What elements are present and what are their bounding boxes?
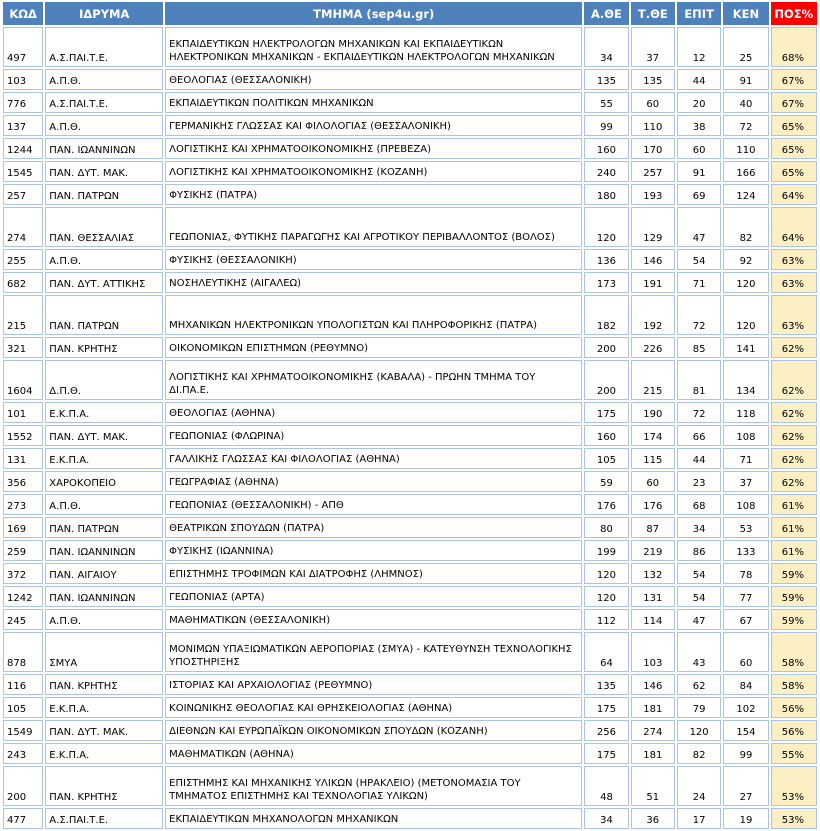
table-body bbox=[3, 27, 817, 829]
cell-a-the: 99 bbox=[584, 115, 628, 136]
cell-ken: 71 bbox=[723, 448, 768, 469]
cell-institution: ΠΑΝ. ΚΡΗΤΗΣ bbox=[45, 766, 163, 806]
cell-department: ΦΥΣΙΚΗΣ (ΙΩΑΝΝΙΝΑ) bbox=[165, 540, 582, 561]
cell-code: 255 bbox=[3, 249, 43, 270]
cell-t-the: 215 bbox=[631, 360, 675, 400]
cell-a-the: 199 bbox=[584, 540, 628, 561]
table-row bbox=[3, 720, 817, 741]
cell-ken: 27 bbox=[723, 766, 768, 806]
cell-a-the: 180 bbox=[584, 184, 628, 205]
cell-a-the: 240 bbox=[584, 161, 628, 182]
cell-epit: 23 bbox=[677, 471, 721, 492]
cell-institution: ΠΑΝ. ΑΙΓΑΙΟΥ bbox=[45, 563, 163, 584]
table-row bbox=[3, 632, 817, 672]
cell-t-the: 146 bbox=[631, 674, 675, 695]
cell-department: ΓΕΩΠΟΝΙΑΣ (ΘΕΣΣΑΛΟΝΙΚΗ) - ΑΠΘ bbox=[165, 494, 582, 515]
cell-a-the: 175 bbox=[584, 697, 628, 718]
cell-ken: 141 bbox=[723, 337, 768, 358]
cell-ken: 133 bbox=[723, 540, 768, 561]
table-row bbox=[3, 448, 817, 469]
cell-pos: 58% bbox=[771, 632, 817, 672]
results-table bbox=[1, 0, 819, 831]
cell-pos: 67% bbox=[771, 92, 817, 113]
cell-a-the: 136 bbox=[584, 249, 628, 270]
cell-department: ΜΑΘΗΜΑΤΙΚΩΝ (ΘΕΣΣΑΛΟΝΙΚΗ) bbox=[165, 609, 582, 630]
cell-pos: 61% bbox=[771, 494, 817, 515]
table-row bbox=[3, 425, 817, 446]
cell-code: 137 bbox=[3, 115, 43, 136]
table-row bbox=[3, 471, 817, 492]
cell-t-the: 192 bbox=[631, 295, 675, 335]
cell-department: ΘΕΟΛΟΓΙΑΣ (ΘΕΣΣΑΛΟΝΙΚΗ) bbox=[165, 69, 582, 90]
cell-department: ΛΟΓΙΣΤΙΚΗΣ ΚΑΙ ΧΡΗΜΑΤΟΟΙΚΟΝΟΜΙΚΗΣ (ΚΑΒΑΛΑ) - ΠΡΩΗΝ ΤΜΗΜΑ ΤΟΥ ΔΙ.ΠΑ.Ε. bbox=[165, 360, 582, 400]
cell-code: 103 bbox=[3, 69, 43, 90]
cell-t-the: 170 bbox=[631, 138, 675, 159]
cell-code: 776 bbox=[3, 92, 43, 113]
cell-code: 477 bbox=[3, 808, 43, 829]
cell-a-the: 120 bbox=[584, 207, 628, 247]
cell-t-the: 110 bbox=[631, 115, 675, 136]
cell-department: ΜΗΧΑΝΙΚΩΝ ΗΛΕΚΤΡΟΝΙΚΩΝ ΥΠΟΛΟΓΙΣΤΩΝ ΚΑΙ ΠΛΗΡΟΦΟΡΙΚΗΣ (ΠΑΤΡΑ) bbox=[165, 295, 582, 335]
cell-code: 1244 bbox=[3, 138, 43, 159]
cell-a-the: 80 bbox=[584, 517, 628, 538]
cell-epit: 20 bbox=[677, 92, 721, 113]
cell-pos: 53% bbox=[771, 766, 817, 806]
cell-code: 1545 bbox=[3, 161, 43, 182]
cell-institution: Α.Σ.ΠΑΙ.Τ.Ε. bbox=[45, 808, 163, 829]
table-row bbox=[3, 27, 817, 67]
cell-institution: Ε.Κ.Π.Α. bbox=[45, 402, 163, 423]
cell-code: 257 bbox=[3, 184, 43, 205]
cell-epit: 69 bbox=[677, 184, 721, 205]
cell-ken: 110 bbox=[723, 138, 768, 159]
cell-department: ΕΠΙΣΤΗΜΗΣ ΚΑΙ ΜΗΧΑΝΙΚΗΣ ΥΛΙΚΩΝ (ΗΡΑΚΛΕΙΟ) (ΜΕΤΟΝΟΜΑΣΙΑ ΤΟΥ ΤΜΗΜΑΤΟΣ ΕΠΙΣΤΗΜΗΣ ΚΑΙ ΤΕΧΝΟΛΟΓΙΑΣ ΥΛΙΚΩΝ) bbox=[165, 766, 582, 806]
cell-ken: 25 bbox=[723, 27, 768, 67]
cell-pos: 56% bbox=[771, 697, 817, 718]
cell-epit: 71 bbox=[677, 272, 721, 293]
cell-pos: 61% bbox=[771, 517, 817, 538]
cell-ken: 118 bbox=[723, 402, 768, 423]
cell-pos: 56% bbox=[771, 720, 817, 741]
cell-a-the: 120 bbox=[584, 563, 628, 584]
cell-t-the: 132 bbox=[631, 563, 675, 584]
cell-a-the: 135 bbox=[584, 69, 628, 90]
cell-code: 356 bbox=[3, 471, 43, 492]
cell-t-the: 103 bbox=[631, 632, 675, 672]
cell-ken: 102 bbox=[723, 697, 768, 718]
cell-t-the: 60 bbox=[631, 92, 675, 113]
cell-t-the: 193 bbox=[631, 184, 675, 205]
cell-institution: ΠΑΝ. ΘΕΣΣΑΛΙΑΣ bbox=[45, 207, 163, 247]
cell-epit: 54 bbox=[677, 563, 721, 584]
cell-pos: 64% bbox=[771, 184, 817, 205]
cell-department: ΕΚΠΑΙΔΕΥΤΙΚΩΝ ΗΛΕΚΤΡΟΛΟΓΩΝ ΜΗΧΑΝΙΚΩΝ ΚΑΙ ΕΚΠΑΙΔΕΥΤΙΚΩΝ ΗΛΕΚΤΡΟΝΙΚΩΝ ΜΗΧΑΝΙΚΩΝ - ΕΚΠΑΙΔΕΥΤΙΚΩΝ ΗΛΕΚΤΡΟΛΟΓΩΝ ΜΗΧΑΝΙΚΩΝ bbox=[165, 27, 582, 67]
cell-ken: 120 bbox=[723, 295, 768, 335]
table-row bbox=[3, 207, 817, 247]
cell-a-the: 200 bbox=[584, 360, 628, 400]
table-row bbox=[3, 586, 817, 607]
cell-institution: Ε.Κ.Π.Α. bbox=[45, 743, 163, 764]
cell-code: 101 bbox=[3, 402, 43, 423]
cell-pos: 63% bbox=[771, 249, 817, 270]
cell-institution: Α.Π.Θ. bbox=[45, 494, 163, 515]
table-row bbox=[3, 360, 817, 400]
cell-ken: 37 bbox=[723, 471, 768, 492]
cell-institution: ΠΑΝ. ΠΑΤΡΩΝ bbox=[45, 184, 163, 205]
cell-institution: Δ.Π.Θ. bbox=[45, 360, 163, 400]
cell-epit: 68 bbox=[677, 494, 721, 515]
cell-institution: ΣΜΥΑ bbox=[45, 632, 163, 672]
cell-epit: 60 bbox=[677, 138, 721, 159]
cell-a-the: 59 bbox=[584, 471, 628, 492]
cell-t-the: 191 bbox=[631, 272, 675, 293]
cell-epit: 79 bbox=[677, 697, 721, 718]
cell-epit: 72 bbox=[677, 295, 721, 335]
cell-t-the: 146 bbox=[631, 249, 675, 270]
cell-ken: 99 bbox=[723, 743, 768, 764]
cell-a-the: 175 bbox=[584, 402, 628, 423]
header-ken[interactable]: ΚΕΝ bbox=[723, 2, 768, 25]
cell-a-the: 34 bbox=[584, 27, 628, 67]
cell-epit: 81 bbox=[677, 360, 721, 400]
cell-code: 105 bbox=[3, 697, 43, 718]
cell-institution: Α.Π.Θ. bbox=[45, 249, 163, 270]
cell-code: 878 bbox=[3, 632, 43, 672]
cell-ken: 134 bbox=[723, 360, 768, 400]
cell-epit: 34 bbox=[677, 517, 721, 538]
cell-t-the: 226 bbox=[631, 337, 675, 358]
cell-pos: 61% bbox=[771, 540, 817, 561]
cell-department: ΓΕΩΠΟΝΙΑΣ, ΦΥΤΙΚΗΣ ΠΑΡΑΓΩΓΗΣ ΚΑΙ ΑΓΡΟΤΙΚΟΥ ΠΕΡΙΒΑΛΛΟΝΤΟΣ (ΒΟΛΟΣ) bbox=[165, 207, 582, 247]
cell-code: 682 bbox=[3, 272, 43, 293]
cell-epit: 54 bbox=[677, 249, 721, 270]
cell-institution: ΠΑΝ. ΔΥΤ. ΜΑΚ. bbox=[45, 720, 163, 741]
cell-pos: 63% bbox=[771, 272, 817, 293]
cell-department: ΔΙΕΘΝΩΝ ΚΑΙ ΕΥΡΩΠΑΪΚΩΝ ΟΙΚΟΝΟΜΙΚΩΝ ΣΠΟΥΔΩΝ (ΚΟΖΑΝΗ) bbox=[165, 720, 582, 741]
cell-epit: 47 bbox=[677, 207, 721, 247]
cell-pos: 53% bbox=[771, 808, 817, 829]
table-row bbox=[3, 272, 817, 293]
cell-t-the: 115 bbox=[631, 448, 675, 469]
cell-t-the: 135 bbox=[631, 69, 675, 90]
cell-ken: 92 bbox=[723, 249, 768, 270]
cell-ken: 91 bbox=[723, 69, 768, 90]
cell-pos: 62% bbox=[771, 448, 817, 469]
cell-department: ΘΕΑΤΡΙΚΩΝ ΣΠΟΥΔΩΝ (ΠΑΤΡΑ) bbox=[165, 517, 582, 538]
cell-t-the: 181 bbox=[631, 743, 675, 764]
table-row bbox=[3, 674, 817, 695]
cell-t-the: 37 bbox=[631, 27, 675, 67]
cell-ken: 60 bbox=[723, 632, 768, 672]
cell-a-the: 160 bbox=[584, 425, 628, 446]
cell-a-the: 200 bbox=[584, 337, 628, 358]
cell-institution: Α.Π.Θ. bbox=[45, 609, 163, 630]
cell-epit: 24 bbox=[677, 766, 721, 806]
cell-institution: Α.Σ.ΠΑΙ.Τ.Ε. bbox=[45, 92, 163, 113]
cell-t-the: 174 bbox=[631, 425, 675, 446]
cell-institution: ΠΑΝ. ΚΡΗΤΗΣ bbox=[45, 337, 163, 358]
table-row bbox=[3, 609, 817, 630]
cell-ken: 120 bbox=[723, 272, 768, 293]
cell-t-the: 219 bbox=[631, 540, 675, 561]
cell-t-the: 176 bbox=[631, 494, 675, 515]
table-row bbox=[3, 115, 817, 136]
cell-pos: 59% bbox=[771, 609, 817, 630]
cell-t-the: 87 bbox=[631, 517, 675, 538]
cell-institution: ΠΑΝ. ΙΩΑΝΝΙΝΩΝ bbox=[45, 586, 163, 607]
cell-department: ΓΑΛΛΙΚΗΣ ΓΛΩΣΣΑΣ ΚΑΙ ΦΙΛΟΛΟΓΙΑΣ (ΑΘΗΝΑ) bbox=[165, 448, 582, 469]
cell-ken: 77 bbox=[723, 586, 768, 607]
cell-t-the: 51 bbox=[631, 766, 675, 806]
cell-ken: 19 bbox=[723, 808, 768, 829]
cell-code: 1242 bbox=[3, 586, 43, 607]
cell-epit: 44 bbox=[677, 69, 721, 90]
cell-code: 215 bbox=[3, 295, 43, 335]
cell-department: ΝΟΣΗΛΕΥΤΙΚΗΣ (ΑΙΓΑΛΕΩ) bbox=[165, 272, 582, 293]
header-epit[interactable]: ΕΠΙΤ bbox=[677, 2, 721, 25]
cell-department: ΓΕΩΠΟΝΙΑΣ (ΑΡΤΑ) bbox=[165, 586, 582, 607]
cell-epit: 72 bbox=[677, 402, 721, 423]
cell-ken: 72 bbox=[723, 115, 768, 136]
cell-epit: 86 bbox=[677, 540, 721, 561]
cell-pos: 59% bbox=[771, 563, 817, 584]
cell-a-the: 105 bbox=[584, 448, 628, 469]
cell-code: 259 bbox=[3, 540, 43, 561]
cell-a-the: 175 bbox=[584, 743, 628, 764]
cell-pos: 62% bbox=[771, 402, 817, 423]
cell-ken: 82 bbox=[723, 207, 768, 247]
table-row bbox=[3, 563, 817, 584]
cell-ken: 40 bbox=[723, 92, 768, 113]
cell-code: 1549 bbox=[3, 720, 43, 741]
table-row bbox=[3, 69, 817, 90]
cell-epit: 91 bbox=[677, 161, 721, 182]
cell-institution: ΠΑΝ. ΠΑΤΡΩΝ bbox=[45, 295, 163, 335]
header-code[interactable]: ΚΩΔ bbox=[3, 2, 43, 25]
header-t-the[interactable]: Τ.ΘΕ bbox=[631, 2, 675, 25]
cell-a-the: 182 bbox=[584, 295, 628, 335]
cell-t-the: 114 bbox=[631, 609, 675, 630]
cell-department: ΚΟΙΝΩΝΙΚΗΣ ΘΕΟΛΟΓΙΑΣ ΚΑΙ ΘΡΗΣΚΕΙΟΛΟΓΙΑΣ (ΑΘΗΝΑ) bbox=[165, 697, 582, 718]
header-pos[interactable]: ΠΟΣ% bbox=[771, 2, 817, 25]
cell-epit: 12 bbox=[677, 27, 721, 67]
cell-institution: ΠΑΝ. ΙΩΑΝΝΙΝΩΝ bbox=[45, 138, 163, 159]
cell-code: 243 bbox=[3, 743, 43, 764]
table-row bbox=[3, 161, 817, 182]
cell-code: 321 bbox=[3, 337, 43, 358]
cell-pos: 62% bbox=[771, 425, 817, 446]
cell-epit: 120 bbox=[677, 720, 721, 741]
cell-code: 131 bbox=[3, 448, 43, 469]
cell-pos: 67% bbox=[771, 69, 817, 90]
table-row bbox=[3, 402, 817, 423]
cell-epit: 43 bbox=[677, 632, 721, 672]
cell-a-the: 34 bbox=[584, 808, 628, 829]
table-row bbox=[3, 184, 817, 205]
cell-department: ΜΑΘΗΜΑΤΙΚΩΝ (ΑΘΗΝΑ) bbox=[165, 743, 582, 764]
cell-department: ΟΙΚΟΝΟΜΙΚΩΝ ΕΠΙΣΤΗΜΩΝ (ΡΕΘΥΜΝΟ) bbox=[165, 337, 582, 358]
cell-department: ΛΟΓΙΣΤΙΚΗΣ ΚΑΙ ΧΡΗΜΑΤΟΟΙΚΟΝΟΜΙΚΗΣ (ΠΡΕΒΕΖΑ) bbox=[165, 138, 582, 159]
table-row bbox=[3, 540, 817, 561]
table-row bbox=[3, 808, 817, 829]
cell-institution: Α.Σ.ΠΑΙ.Τ.Ε. bbox=[45, 27, 163, 67]
table-row bbox=[3, 517, 817, 538]
cell-epit: 38 bbox=[677, 115, 721, 136]
cell-epit: 54 bbox=[677, 586, 721, 607]
cell-a-the: 160 bbox=[584, 138, 628, 159]
cell-t-the: 36 bbox=[631, 808, 675, 829]
cell-code: 273 bbox=[3, 494, 43, 515]
cell-institution: ΠΑΝ. ΔΥΤ. ΜΑΚ. bbox=[45, 161, 163, 182]
cell-t-the: 131 bbox=[631, 586, 675, 607]
cell-institution: ΠΑΝ. ΙΩΑΝΝΙΝΩΝ bbox=[45, 540, 163, 561]
cell-institution: Ε.Κ.Π.Α. bbox=[45, 697, 163, 718]
cell-pos: 62% bbox=[771, 360, 817, 400]
cell-epit: 82 bbox=[677, 743, 721, 764]
cell-t-the: 129 bbox=[631, 207, 675, 247]
cell-institution: Α.Π.Θ. bbox=[45, 115, 163, 136]
cell-department: ΘΕΟΛΟΓΙΑΣ (ΑΘΗΝΑ) bbox=[165, 402, 582, 423]
cell-ken: 166 bbox=[723, 161, 768, 182]
cell-department: ΦΥΣΙΚΗΣ (ΠΑΤΡΑ) bbox=[165, 184, 582, 205]
cell-institution: ΧΑΡΟΚΟΠΕΙΟ bbox=[45, 471, 163, 492]
cell-department: ΕΚΠΑΙΔΕΥΤΙΚΩΝ ΠΟΛΙΤΙΚΩΝ ΜΗΧΑΝΙΚΩΝ bbox=[165, 92, 582, 113]
cell-pos: 59% bbox=[771, 586, 817, 607]
cell-ken: 53 bbox=[723, 517, 768, 538]
cell-department: ΓΕΡΜΑΝΙΚΗΣ ΓΛΩΣΣΑΣ ΚΑΙ ΦΙΛΟΛΟΓΙΑΣ (ΘΕΣΣΑΛΟΝΙΚΗ) bbox=[165, 115, 582, 136]
cell-department: ΛΟΓΙΣΤΙΚΗΣ ΚΑΙ ΧΡΗΜΑΤΟΟΙΚΟΝΟΜΙΚΗΣ (ΚΟΖΑΝΗ) bbox=[165, 161, 582, 182]
cell-pos: 68% bbox=[771, 27, 817, 67]
cell-ken: 67 bbox=[723, 609, 768, 630]
cell-epit: 62 bbox=[677, 674, 721, 695]
cell-institution: Α.Π.Θ. bbox=[45, 69, 163, 90]
cell-epit: 85 bbox=[677, 337, 721, 358]
cell-ken: 84 bbox=[723, 674, 768, 695]
cell-ken: 108 bbox=[723, 425, 768, 446]
cell-department: ΓΕΩΠΟΝΙΑΣ (ΦΛΩΡΙΝΑ) bbox=[165, 425, 582, 446]
cell-institution: ΠΑΝ. ΠΑΤΡΩΝ bbox=[45, 517, 163, 538]
header-department[interactable]: ΤΜΗΜΑ (sep4u.gr) bbox=[165, 2, 582, 25]
cell-pos: 65% bbox=[771, 115, 817, 136]
cell-a-the: 48 bbox=[584, 766, 628, 806]
cell-a-the: 112 bbox=[584, 609, 628, 630]
cell-ken: 154 bbox=[723, 720, 768, 741]
cell-institution: ΠΑΝ. ΔΥΤ. ΑΤΤΙΚΗΣ bbox=[45, 272, 163, 293]
header-institution[interactable]: ΙΔΡΥΜΑ bbox=[45, 2, 163, 25]
table-row bbox=[3, 249, 817, 270]
cell-t-the: 190 bbox=[631, 402, 675, 423]
cell-code: 1552 bbox=[3, 425, 43, 446]
cell-pos: 55% bbox=[771, 743, 817, 764]
cell-a-the: 176 bbox=[584, 494, 628, 515]
cell-code: 245 bbox=[3, 609, 43, 630]
cell-department: ΜΟΝΙΜΩΝ ΥΠΑΞΙΩΜΑΤΙΚΩΝ ΑΕΡΟΠΟΡΙΑΣ (ΣΜΥΑ) - ΚΑΤΕΥΘΥΝΣΗ ΤΕΧΝΟΛΟΓΙΚΗΣ ΥΠΟΣΤΗΡΙΞΗΣ bbox=[165, 632, 582, 672]
cell-code: 169 bbox=[3, 517, 43, 538]
table-row bbox=[3, 337, 817, 358]
cell-pos: 65% bbox=[771, 138, 817, 159]
cell-institution: Ε.Κ.Π.Α. bbox=[45, 448, 163, 469]
cell-pos: 58% bbox=[771, 674, 817, 695]
cell-department: ΕΚΠΑΙΔΕΥΤΙΚΩΝ ΜΗΧΑΝΟΛΟΓΩΝ ΜΗΧΑΝΙΚΩΝ bbox=[165, 808, 582, 829]
table-row bbox=[3, 92, 817, 113]
table-row bbox=[3, 295, 817, 335]
header-a-the[interactable]: Α.ΘΕ bbox=[584, 2, 628, 25]
table-row bbox=[3, 766, 817, 806]
cell-a-the: 120 bbox=[584, 586, 628, 607]
table-row bbox=[3, 697, 817, 718]
cell-a-the: 64 bbox=[584, 632, 628, 672]
table-row bbox=[3, 138, 817, 159]
cell-code: 200 bbox=[3, 766, 43, 806]
header-row bbox=[3, 2, 817, 25]
cell-t-the: 274 bbox=[631, 720, 675, 741]
cell-a-the: 135 bbox=[584, 674, 628, 695]
cell-t-the: 181 bbox=[631, 697, 675, 718]
cell-department: ΓΕΩΓΡΑΦΙΑΣ (ΑΘΗΝΑ) bbox=[165, 471, 582, 492]
cell-pos: 63% bbox=[771, 295, 817, 335]
cell-pos: 62% bbox=[771, 471, 817, 492]
cell-institution: ΠΑΝ. ΔΥΤ. ΜΑΚ. bbox=[45, 425, 163, 446]
cell-epit: 66 bbox=[677, 425, 721, 446]
cell-department: ΙΣΤΟΡΙΑΣ ΚΑΙ ΑΡΧΑΙΟΛΟΓΙΑΣ (ΡΕΘΥΜΝΟ) bbox=[165, 674, 582, 695]
cell-code: 116 bbox=[3, 674, 43, 695]
cell-code: 274 bbox=[3, 207, 43, 247]
cell-a-the: 55 bbox=[584, 92, 628, 113]
cell-code: 372 bbox=[3, 563, 43, 584]
table-row bbox=[3, 743, 817, 764]
cell-t-the: 257 bbox=[631, 161, 675, 182]
table-row bbox=[3, 494, 817, 515]
cell-pos: 65% bbox=[771, 161, 817, 182]
cell-code: 497 bbox=[3, 27, 43, 67]
cell-ken: 124 bbox=[723, 184, 768, 205]
cell-epit: 47 bbox=[677, 609, 721, 630]
cell-a-the: 256 bbox=[584, 720, 628, 741]
cell-department: ΦΥΣΙΚΗΣ (ΘΕΣΣΑΛΟΝΙΚΗ) bbox=[165, 249, 582, 270]
cell-epit: 17 bbox=[677, 808, 721, 829]
cell-ken: 78 bbox=[723, 563, 768, 584]
cell-department: ΕΠΙΣΤΗΜΗΣ ΤΡΟΦΙΜΩΝ ΚΑΙ ΔΙΑΤΡΟΦΗΣ (ΛΗΜΝΟΣ) bbox=[165, 563, 582, 584]
cell-institution: ΠΑΝ. ΚΡΗΤΗΣ bbox=[45, 674, 163, 695]
cell-pos: 64% bbox=[771, 207, 817, 247]
cell-a-the: 173 bbox=[584, 272, 628, 293]
cell-pos: 62% bbox=[771, 337, 817, 358]
cell-code: 1604 bbox=[3, 360, 43, 400]
cell-ken: 108 bbox=[723, 494, 768, 515]
cell-epit: 44 bbox=[677, 448, 721, 469]
cell-t-the: 60 bbox=[631, 471, 675, 492]
